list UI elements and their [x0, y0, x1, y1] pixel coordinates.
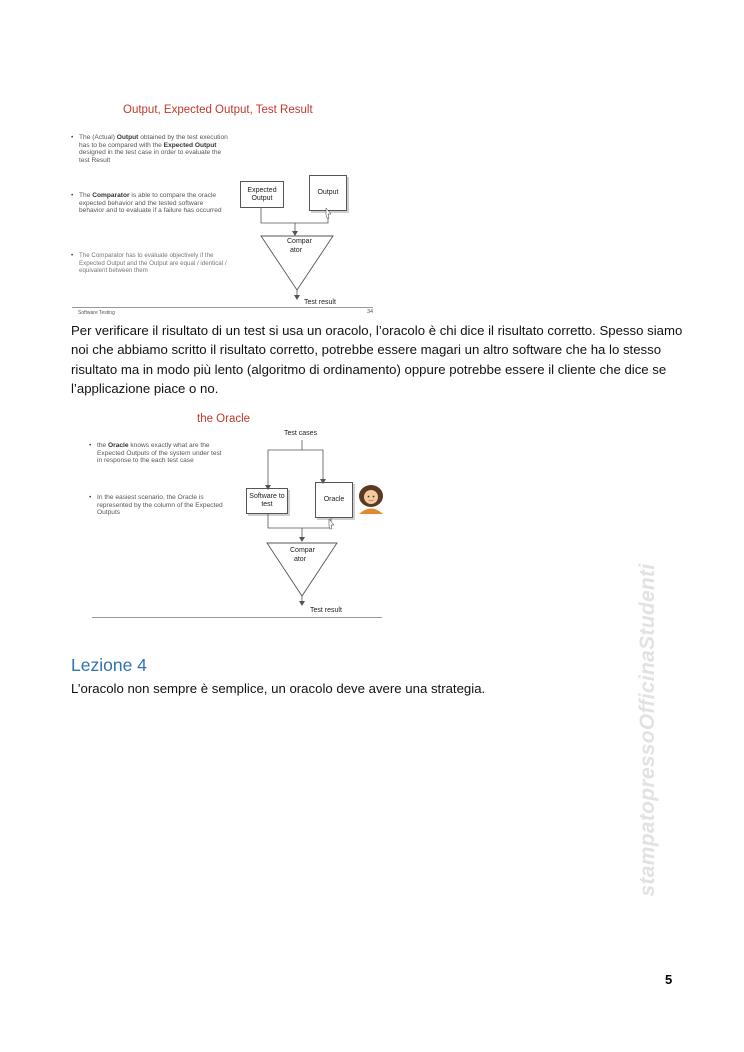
paragraph-strategia: L’oracolo non sempre è semplice, un oracolo deve avere una strategia. [71, 681, 486, 696]
slide-1-bullet-2: • The Comparator is able to compare the oracle expected behavior and the tested software behavior and to evaluate if a failure has occurred [71, 192, 222, 215]
test-cases-label: Test cases [284, 430, 318, 437]
slide-1-bullet-1: • The (Actual) Output obtained by the test execution has to be compared with the Expected Output designed in the test case in order to evaluate the test Result [71, 134, 228, 164]
section-heading: Lezione 4 [71, 655, 147, 675]
paragraph-oracolo: Per verificare il risultato di un test si usa un oracolo, l’oracolo è chi dice il risultato corretto. Spesso siamo noi che abbiamo scritto il risultato corretto, potrebbe essere magari un altro software che ha lo stesso risultato ma in modo più lento (algoritmo di ordinamento) oppure potrebbe essere il cliente che dice se l’applicazione piace o no. [71, 323, 683, 397]
slide-2-bullet-2: • In the easiest scenario, the Oracle is represented by the column of the Expected Outputs [89, 494, 223, 517]
slide-2-footer-line [92, 617, 382, 618]
page-number: 5 [665, 972, 673, 987]
oracle-box: Oracle [315, 482, 353, 518]
slide-1-bullet-3: • The Comparator has to evaluate objectively if the Expected Output and the Output are equal / identical / equivalent between them [71, 252, 227, 275]
slide-1-footer-left: Software Testing [78, 310, 115, 316]
slide-1-title: Output, Expected Output, Test Result [123, 104, 313, 116]
slide-1-comparator-label: Compar ator [287, 238, 312, 254]
output-box: Output [309, 175, 347, 211]
slide-1-footer-line [72, 307, 373, 308]
slide-1-number: 34 [367, 309, 374, 315]
slide-2-bullet-1: • the Oracle knows exactly what are the Expected Outputs of the system under test in response to the each test case [89, 442, 222, 465]
slide-2-title: the Oracle [197, 413, 251, 425]
software-to-test-box: Software to test [246, 488, 288, 514]
expected-output-box: Expected Output [240, 181, 284, 208]
slide-2-flow-diagram [240, 436, 370, 616]
oracle-person-icon [356, 483, 386, 515]
watermark: stampatopressoOfficinaStudenti [636, 563, 659, 897]
slide-1-test-result: Test result [304, 299, 336, 306]
slide-2-test-result: Test result [310, 607, 342, 614]
slide-2-comparator-label: Compar ator [290, 547, 315, 563]
